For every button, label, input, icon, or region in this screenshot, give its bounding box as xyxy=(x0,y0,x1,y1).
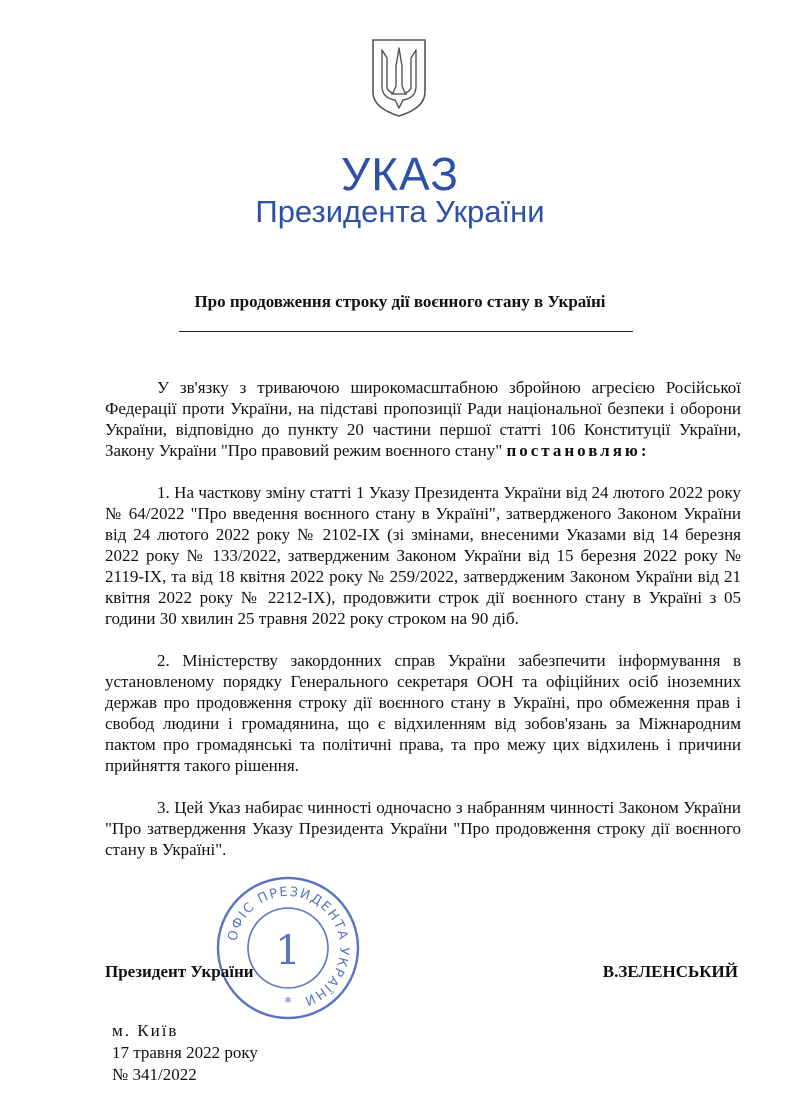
official-stamp xyxy=(212,872,364,1024)
footer-date: 17 травня 2022 року xyxy=(112,1043,258,1062)
subject-underline xyxy=(179,331,633,332)
signature-position: Президент України xyxy=(105,962,254,981)
preamble-text: У зв'язку з триваючою широкомасштабною збройною агресією Російської Федерації проти України, на підставі пропозиції Ради національної безпеки і оборони України, відповідно до пункту 20 частини першої статті 106 Конституції України, Закону України "Про правовий режим воєнного стану" xyxy=(105,378,741,460)
decree-body xyxy=(105,377,741,860)
decree-item: 2. Міністерству закордонних справ України забезпечити інформування в установленому порядку Генерального секретаря ООН та офіційних осіб іноземних держав про продовження строку дії воєнного стану в Україні, про обмеження прав і свобод людини і громадянина, що є відхиленням від зобов'язань за Міжнародним пактом про громадянські та політичні права, та про межу цих відхилень і причини прийняття такого рішення. xyxy=(105,651,741,775)
stamp-number: 1 xyxy=(275,928,301,974)
footer-city: м. Київ xyxy=(112,1021,179,1040)
stamp-ring-text: ОФІС ПРЕЗИДЕНТА УКРАЇНИ xyxy=(225,884,352,1009)
decree-title: УКАЗ xyxy=(341,148,459,200)
decree-item: 3. Цей Указ набирає чинності одночасно з набранням чинності Законом України "Про затвердження Указу Президента України "Про продовження строку дії воєнного стану в Україні". xyxy=(105,798,741,859)
trident-emblem-icon xyxy=(369,36,429,120)
signature-name: В.ЗЕЛЕНСЬКИЙ xyxy=(602,962,738,981)
decree-word: постановляю: xyxy=(506,441,650,460)
decree-subtitle: Президента України xyxy=(255,194,545,229)
decree-subject: Про продовження строку дії воєнного стану в Україні xyxy=(194,292,606,311)
stamp-star-icon: * xyxy=(284,995,292,1011)
preamble-paragraph xyxy=(105,377,741,461)
decree-footer xyxy=(112,1020,258,1086)
decree-item: 1. На часткову зміну статті 1 Указу Президента України від 24 лютого 2022 року № 64/2022 "Про введення воєнного стану в Україні", затвердженого Законом України від 24 лютого 2022 року № 2102-IX (зі змінами, внесеними Указами від 14 березня 2022 року № 133/2022, затвердженим Законом України від 15 березня 2022 року № 2119-IX, та від 18 квітня 2022 року № 259/2022, затвердженим Законом України від 21 квітня 2022 року № 2212-IX), продовжити строк дії воєнного стану в Україні з 05 години 30 хвилин 25 травня 2022 року строком на 90 діб. xyxy=(105,483,741,628)
footer-number: № 341/2022 xyxy=(112,1065,197,1084)
